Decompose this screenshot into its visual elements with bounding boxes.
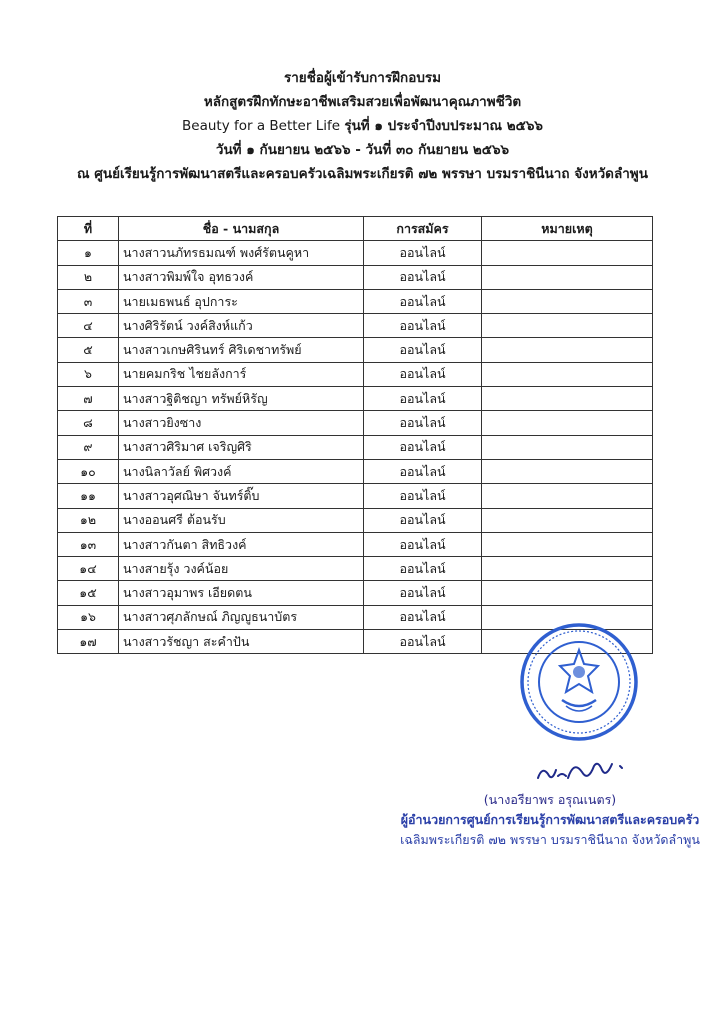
training-dates: วันที่ ๑ กันยายน ๒๕๖๖ - วันที่ ๓๐ กันยายน ๒๕๖๖ — [215, 142, 510, 158]
cell-name: นางสาวอุมาพร เอียดตน — [119, 581, 364, 605]
course-name: หลักสูตรฝึกทักษะอาชีพเสริมสวยเพื่อพัฒนาคุณภาพชีวิต — [203, 94, 522, 110]
cell-name: นายเมธพนธ์ อุปการะ — [119, 289, 364, 313]
table-row — [58, 532, 653, 556]
table-row — [58, 289, 653, 313]
table-row — [58, 265, 653, 289]
cell-remark — [482, 241, 653, 265]
cell-remark — [482, 581, 653, 605]
cell-registration: ออนไลน์ — [364, 314, 482, 338]
cell-remark — [482, 508, 653, 532]
table-row — [58, 557, 653, 581]
cell-registration: ออนไลน์ — [364, 338, 482, 362]
cell-name: นางสาวรัชญา สะคำปัน — [119, 630, 364, 654]
col-header-no: ที่ — [58, 217, 119, 241]
table-row — [58, 411, 653, 435]
cell-registration: ออนไลน์ — [364, 241, 482, 265]
signer-block — [400, 790, 700, 850]
batch-year: รุ่นที่ ๑ ประจำปีงบประมาณ ๒๕๖๖ — [344, 118, 543, 134]
cell-no: ๑ — [58, 241, 119, 265]
cell-registration: ออนไลน์ — [364, 508, 482, 532]
cell-registration: ออนไลน์ — [364, 630, 482, 654]
cell-registration: ออนไลน์ — [364, 265, 482, 289]
table-row — [58, 581, 653, 605]
cell-no: ๖ — [58, 362, 119, 386]
table-row — [58, 338, 653, 362]
cell-name: นางศิริรัตน์ วงค์สิงห์แก้ว — [119, 314, 364, 338]
cell-remark — [482, 484, 653, 508]
cell-name: นางสาวเกษศิรินทร์ ศิริเดชาทรัพย์ — [119, 338, 364, 362]
cell-name: นางสาวพิมพ์ใจ อุทธวงค์ — [119, 265, 364, 289]
cell-no: ๓ — [58, 289, 119, 313]
cell-registration: ออนไลน์ — [364, 362, 482, 386]
cell-registration: ออนไลน์ — [364, 581, 482, 605]
signer-position-line2: เฉลิมพระเกียรติ ๗๒ พรรษา บรมราชินีนาถ จังหวัดลำพูน — [400, 832, 700, 847]
cell-no: ๑๗ — [58, 630, 119, 654]
cell-name: นายคมกริช ไชยลังการ์ — [119, 362, 364, 386]
cell-name: นางสาวยิงซาง — [119, 411, 364, 435]
cell-name: นางออนศรี ต้อนรับ — [119, 508, 364, 532]
cell-no: ๕ — [58, 338, 119, 362]
cell-name: นางสาวฐิติชญา ทรัพย์หิรัญ — [119, 387, 364, 411]
cell-no: ๑๖ — [58, 605, 119, 629]
table-header-row — [58, 217, 653, 241]
signer-name: (นางอรียาพร อรุณเนตร) — [483, 792, 617, 807]
cell-remark — [482, 532, 653, 556]
cell-remark — [482, 557, 653, 581]
table-row — [58, 508, 653, 532]
cell-registration: ออนไลน์ — [364, 557, 482, 581]
program-en: Beauty for a Better Life — [182, 118, 341, 134]
cell-name: นางสาวศิริมาศ เจริญศิริ — [119, 435, 364, 459]
table-row — [58, 314, 653, 338]
cell-remark — [482, 435, 653, 459]
official-seal — [518, 620, 640, 744]
cell-no: ๑๒ — [58, 508, 119, 532]
table-row — [58, 241, 653, 265]
cell-remark — [482, 265, 653, 289]
document-header — [0, 66, 725, 186]
cell-name: นางสาวอุศณิษา จันทร์ติ๊บ — [119, 484, 364, 508]
cell-no: ๙ — [58, 435, 119, 459]
cell-no: ๑๓ — [58, 532, 119, 556]
cell-no: ๒ — [58, 265, 119, 289]
cell-registration: ออนไลน์ — [364, 459, 482, 483]
cell-name: นางสาวนภัทรธมณฑ์ พงศ์รัตนคูหา — [119, 241, 364, 265]
table-row — [58, 484, 653, 508]
cell-remark — [482, 289, 653, 313]
table-row — [58, 387, 653, 411]
cell-registration: ออนไลน์ — [364, 411, 482, 435]
cell-name: นางสาวศุภลักษณ์ ภิญญูธนาบัตร — [119, 605, 364, 629]
table-row — [58, 362, 653, 386]
table-row — [58, 435, 653, 459]
cell-registration: ออนไลน์ — [364, 532, 482, 556]
cell-remark — [482, 314, 653, 338]
cell-remark — [482, 459, 653, 483]
table-body — [58, 241, 653, 654]
cell-no: ๗ — [58, 387, 119, 411]
cell-name: นางสาวกันตา สิทธิวงค์ — [119, 532, 364, 556]
cell-no: ๑๐ — [58, 459, 119, 483]
participants-table — [57, 216, 653, 654]
title: รายชื่อผู้เข้ารับการฝึกอบรม — [283, 70, 442, 86]
cell-remark — [482, 411, 653, 435]
handwritten-signature — [532, 752, 642, 788]
cell-registration: ออนไลน์ — [364, 435, 482, 459]
cell-no: ๑๑ — [58, 484, 119, 508]
cell-remark — [482, 387, 653, 411]
cell-name: นางสายรุ้ง วงค์น้อย — [119, 557, 364, 581]
cell-no: ๑๕ — [58, 581, 119, 605]
cell-remark — [482, 362, 653, 386]
cell-registration: ออนไลน์ — [364, 387, 482, 411]
col-header-remark: หมายเหตุ — [482, 217, 653, 241]
signer-position-line1: ผู้อำนวยการศูนย์การเรียนรู้การพัฒนาสตรีและครอบครัว — [400, 812, 700, 827]
cell-no: ๔ — [58, 314, 119, 338]
cell-registration: ออนไลน์ — [364, 484, 482, 508]
col-header-registration: การสมัคร — [364, 217, 482, 241]
program-line — [0, 114, 725, 138]
cell-no: ๘ — [58, 411, 119, 435]
cell-name: นางนิลาวัลย์ พิศวงค์ — [119, 459, 364, 483]
cell-remark — [482, 338, 653, 362]
col-header-name: ชื่อ - นามสกุล — [119, 217, 364, 241]
cell-no: ๑๔ — [58, 557, 119, 581]
venue: ณ ศูนย์เรียนรู้การพัฒนาสตรีและครอบครัวเฉลิมพระเกียรติ ๗๒ พรรษา บรมราชินีนาถ จังหวัดลำพูน — [77, 166, 648, 182]
cell-registration: ออนไลน์ — [364, 605, 482, 629]
table-row — [58, 459, 653, 483]
cell-registration: ออนไลน์ — [364, 289, 482, 313]
